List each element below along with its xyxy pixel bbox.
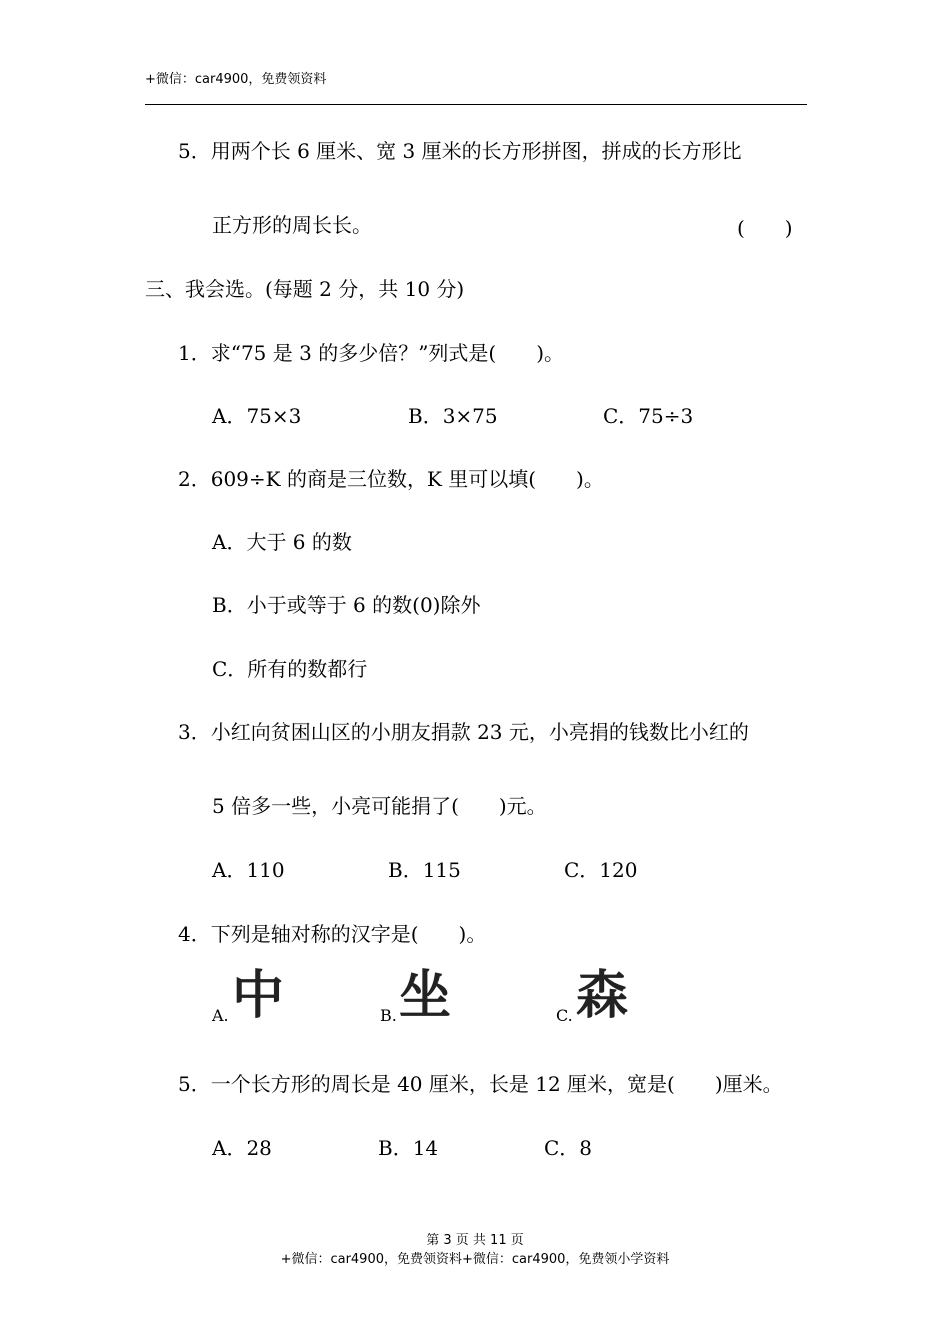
footer-page-number: 第 3 页 共 11 页 [426, 1233, 524, 1248]
s3-q3-option-c: C．120 [564, 858, 638, 882]
s2-q5-line1: 5．用两个长 6 厘米、宽 3 厘米的长方形拼图，拼成的长方形比 [178, 139, 742, 163]
s3-q4-option-b-char: 坐 [399, 966, 452, 1026]
s3-q3-option-a: A．110 [212, 858, 285, 882]
s2-q5-line2: 正方形的周长长。 [212, 213, 372, 237]
s3-q5-option-a: A．28 [212, 1136, 272, 1160]
s3-q1-stem: 1．求“75 是 3 的多少倍？”列式是( )。 [178, 341, 565, 365]
header-note: +微信：car4900，免费领资料 [145, 72, 327, 87]
s3-q4-option-c-label: C. [556, 1006, 573, 1025]
s3-q5-option-c: C．8 [544, 1136, 593, 1160]
s3-q4-option-a-char: 中 [232, 966, 285, 1026]
s3-q1-option-c: C．75÷3 [603, 404, 694, 428]
footer-note: +微信：car4900，免费领资料+微信：car4900，免费领小学资料 [280, 1252, 670, 1267]
header-divider [145, 104, 807, 105]
s3-q5-stem: 5．一个长方形的周长是 40 厘米，长是 12 厘米，宽是( )厘米。 [178, 1072, 783, 1096]
s3-q4-stem: 4．下列是轴对称的汉字是( )。 [178, 922, 487, 946]
s3-q1-option-a: A．75×3 [212, 404, 302, 428]
s3-q2-option-b: B．小于或等于 6 的数(0)除外 [212, 593, 481, 617]
s3-q5-option-b: B．14 [378, 1136, 439, 1160]
s3-q2-option-c: C．所有的数都行 [212, 657, 368, 681]
s3-q2-option-a: A．大于 6 的数 [212, 530, 352, 554]
s3-q3-option-b: B．115 [388, 858, 461, 882]
s3-q3-stem-line2: 5 倍多一些，小亮可能捐了( )元。 [212, 794, 547, 818]
s3-q2-stem: 2．609÷K 的商是三位数，K 里可以填( )。 [178, 467, 604, 491]
s3-q4-option-c-char: 森 [576, 966, 629, 1026]
s3-q1-option-b: B．3×75 [408, 404, 498, 428]
section3-title: 三、我会选。(每题 2 分，共 10 分) [145, 277, 465, 301]
s3-q4-option-a-label: A. [212, 1006, 229, 1025]
s3-q3-stem-line1: 3．小红向贫困山区的小朋友捐款 23 元，小亮捐的钱数比小红的 [178, 720, 749, 744]
s2-q5-answer-paren: ( ) [737, 216, 793, 240]
s3-q4-option-b-label: B. [380, 1006, 397, 1025]
